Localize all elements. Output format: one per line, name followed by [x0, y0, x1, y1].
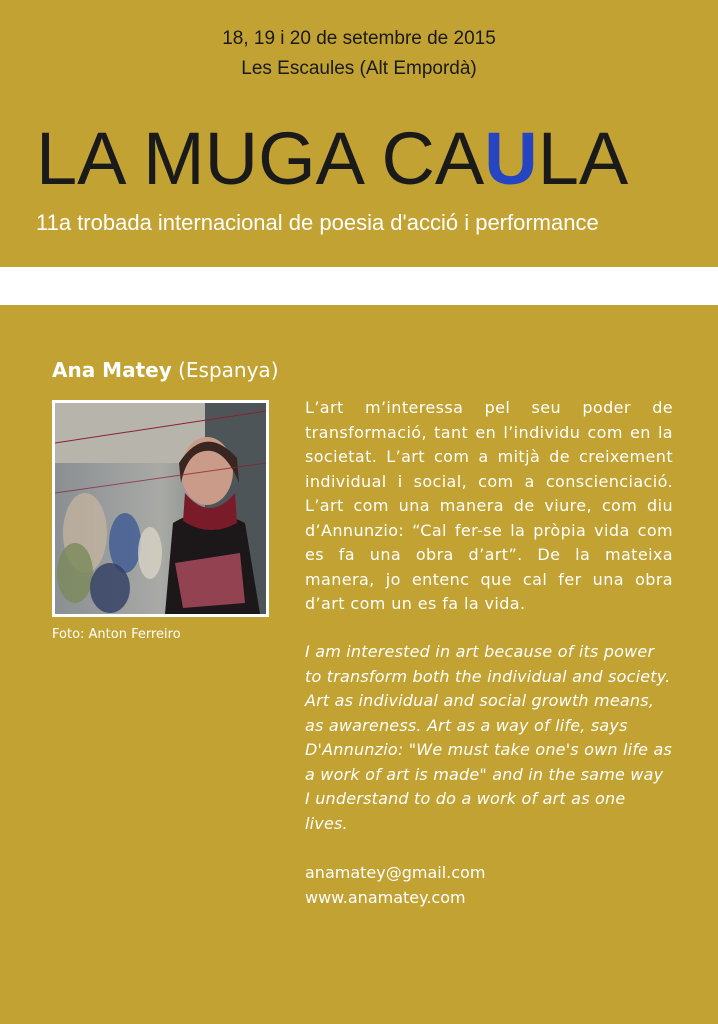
title-part-1: LA MUGA CA — [36, 117, 485, 200]
title-accent-letter: U — [484, 117, 538, 200]
title-part-2: LA — [537, 117, 629, 200]
photo-credit: Foto: Anton Ferreiro — [52, 627, 181, 642]
statement-english: I am interested in art because of its power to transform both the individual and society. Art as individual and social growth means, as awareness. Art as a way of life, says D'Annunzio: "We must take one's own life as a work of art is made" and in the same way I understand to do a work of art as one lives. — [305, 642, 673, 833]
artist-heading — [52, 358, 279, 382]
event-place: Les Escaules (Alt Empordà) — [241, 58, 477, 79]
festival-subtitle: 11a trobada internacional de poesia d'acció i performance — [36, 210, 599, 235]
artist-country: (Espanya) — [178, 358, 279, 382]
contact-block — [305, 860, 485, 910]
artist-photo — [52, 400, 269, 617]
event-dates: 18, 19 i 20 de setembre de 2015 — [222, 28, 496, 49]
artist-name: Ana Matey — [52, 358, 172, 382]
contact-email[interactable]: anamatey@gmail.com — [305, 863, 486, 882]
festival-title — [36, 117, 696, 201]
white-divider-band — [0, 267, 718, 305]
contact-website[interactable]: www.anamatey.com — [305, 888, 466, 907]
statement-catalan: L’art m’interessa pel seu poder de transformació, tant en l’individu com en la societat. L’art com a mitjà de creixement individual i social, com a conscienciació. L’art com una manera de viure, com diu d’Annunzio: “Cal fer-se la pròpia vida com es fa una obra d’art”. De la mateixa manera, jo entenc que cal fer una obra d’art com un es fa la vida. — [305, 398, 673, 613]
